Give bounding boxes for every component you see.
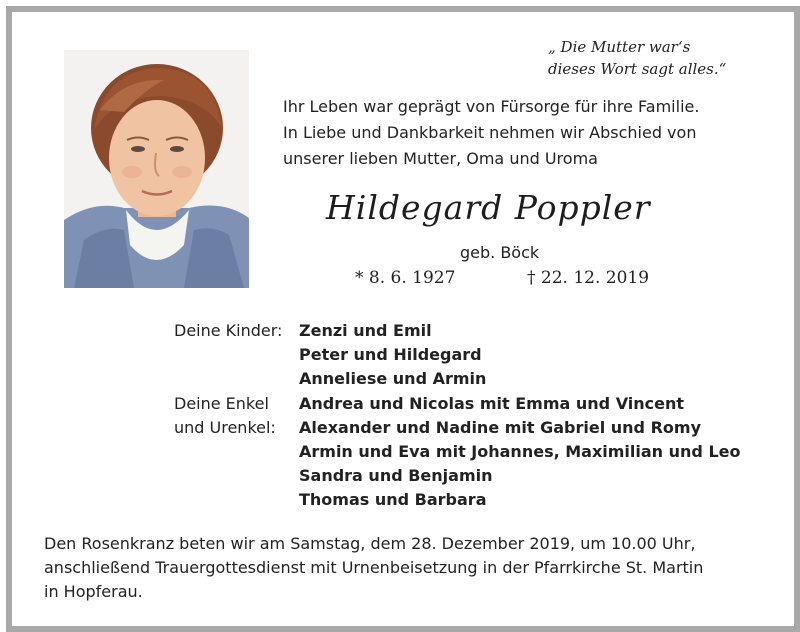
service-line-2: anschließend Trauergottesdienst mit Urnenbeisetzung in der Pfarrkirche St. Martin [44, 558, 704, 577]
grandchildren-label-2: und Urenkel: [174, 418, 276, 437]
quote-line-2: dieses Wort sagt alles.“ [548, 60, 727, 78]
family-entry: Alexander und Nadine mit Gabriel und Romy [299, 418, 701, 437]
service-info [44, 532, 764, 604]
family-entry: Anneliese und Armin [299, 369, 487, 388]
family-entry: Thomas und Barbara [299, 490, 487, 509]
grandchildren-label-1: Deine Enkel [174, 394, 269, 413]
intro-line-3: unserer lieben Mutter, Oma und Uroma [283, 149, 598, 168]
maiden-name: geb. Böck [460, 243, 540, 262]
family-entry: Sandra und Benjamin [299, 466, 493, 485]
birth-date: * 8. 6. 1927 [355, 268, 456, 288]
death-date: † 22. 12. 2019 [527, 268, 650, 288]
deceased-name: Hildegard Poppler [326, 188, 651, 227]
service-line-3: in Hopferau. [44, 582, 143, 601]
intro-line-2: In Liebe und Dankbarkeit nehmen wir Abschied von [283, 123, 697, 142]
portrait-image [64, 50, 249, 288]
family-entry: Peter und Hildegard [299, 345, 482, 364]
family-entry: Andrea und Nicolas mit Emma und Vincent [299, 394, 685, 413]
children-label: Deine Kinder: [174, 321, 283, 340]
intro-text [283, 94, 763, 172]
quote [548, 36, 778, 80]
family-entry: Zenzi und Emil [299, 321, 432, 340]
service-line-1: Den Rosenkranz beten wir am Samstag, dem 28. Dezember 2019, um 10.00 Uhr, [44, 534, 696, 553]
portrait-photo [64, 50, 249, 288]
intro-line-1: Ihr Leben war geprägt von Fürsorge für ihre Familie. [283, 97, 700, 116]
family-entry: Armin und Eva mit Johannes, Maximilian und Leo [299, 442, 741, 461]
quote-line-1: „ Die Mutter war‘s [548, 38, 691, 56]
